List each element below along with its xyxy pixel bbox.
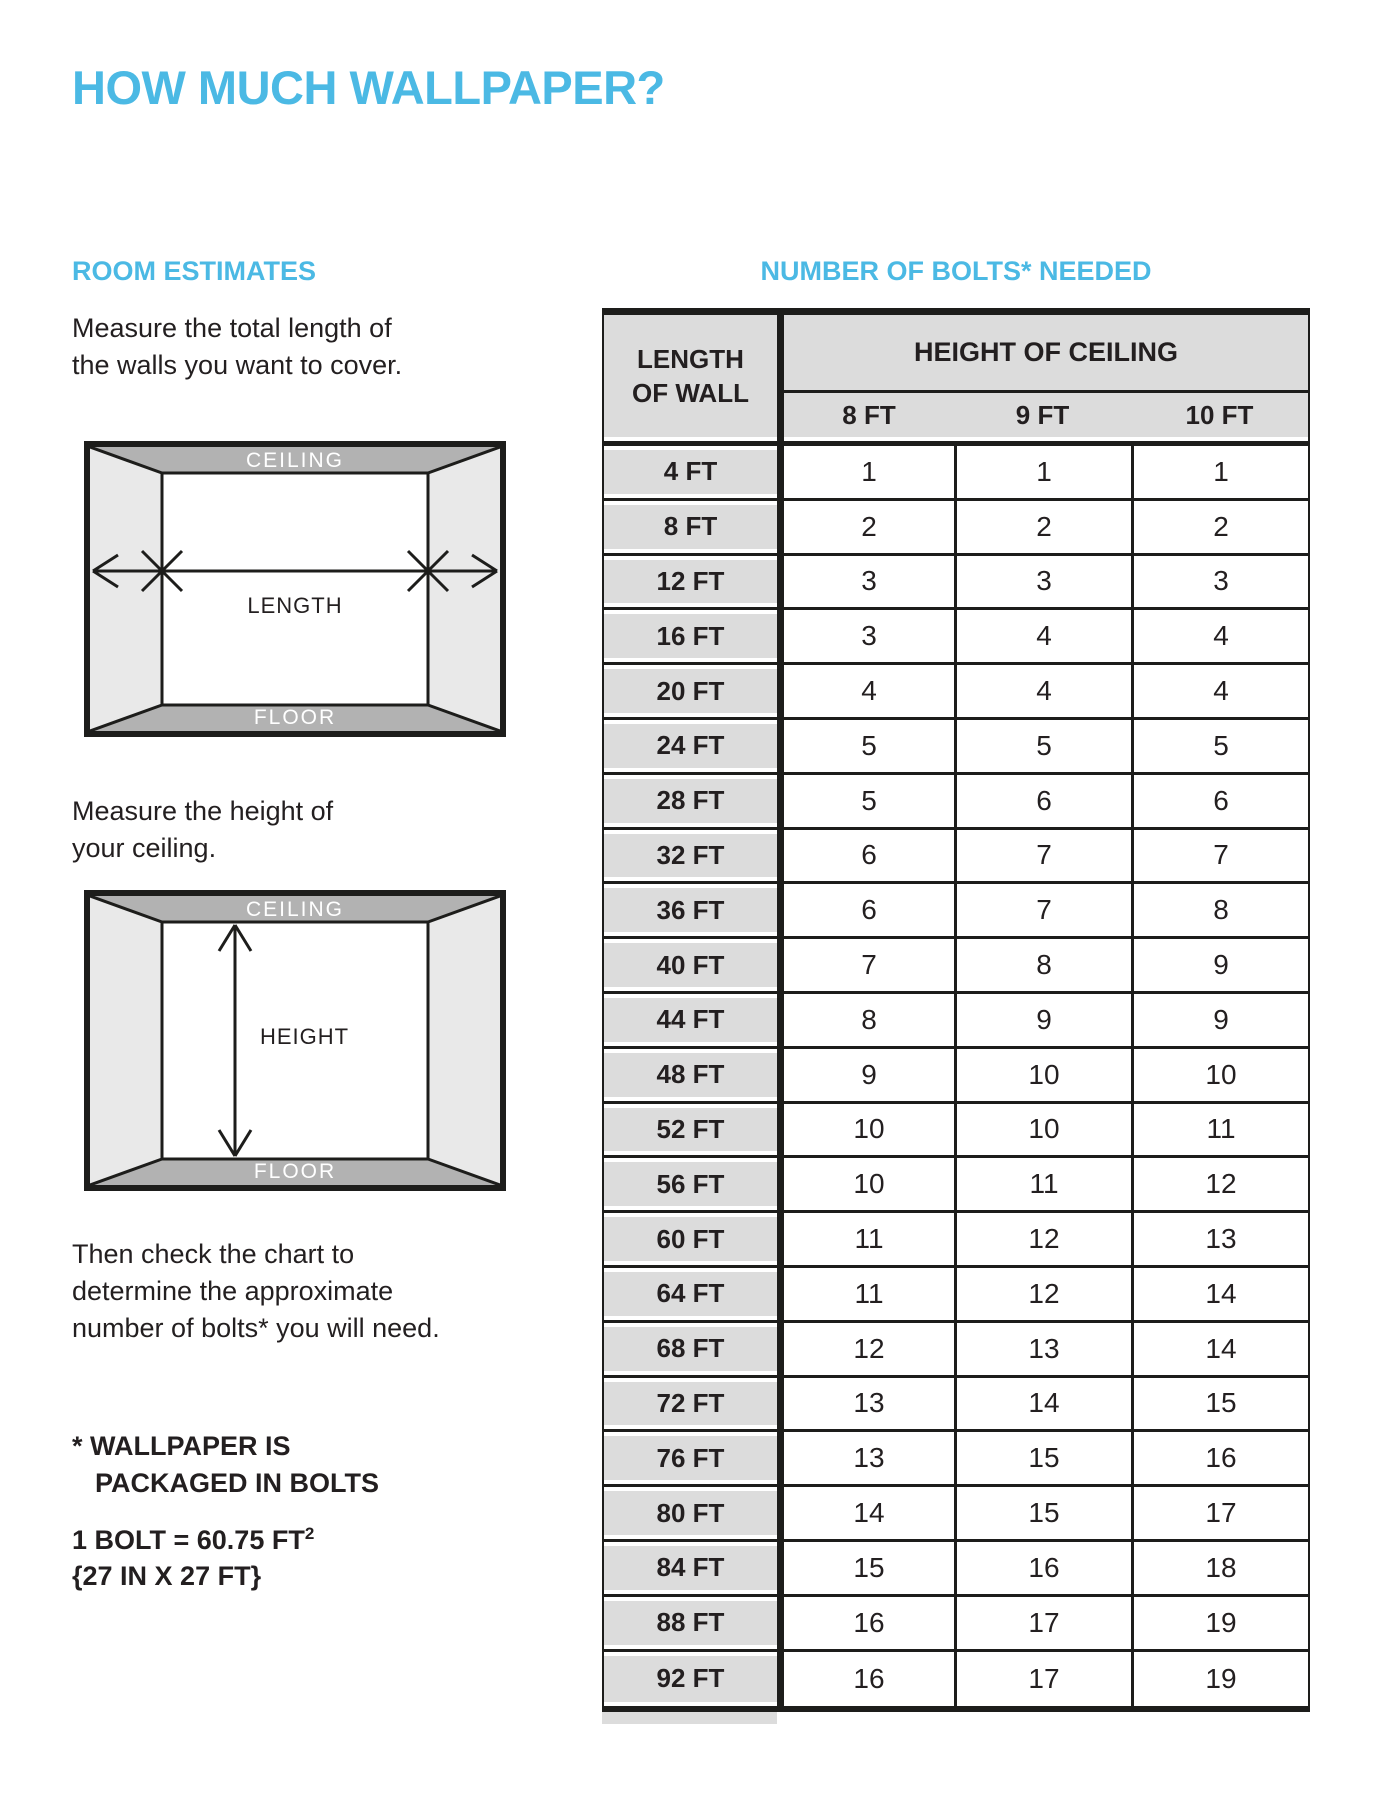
row-value: 2: [1131, 501, 1308, 553]
row-value: 15: [954, 1487, 1131, 1539]
ceiling-height-subheader-row: [784, 393, 1308, 437]
row-label: 64 FT: [604, 1268, 777, 1320]
row-value: 4: [777, 665, 954, 717]
bolt-equation: [72, 1524, 314, 1556]
row-label: 40 FT: [604, 939, 777, 991]
length-diagram: [84, 441, 506, 737]
table-title: NUMBER OF BOLTS* NEEDED: [760, 256, 1152, 286]
row-value: 1: [1131, 446, 1308, 498]
bolts-table: [602, 308, 1310, 1712]
row-value: 19: [1131, 1597, 1308, 1649]
instruction-height: [72, 793, 333, 867]
instruction-chart: [72, 1236, 440, 1347]
row-value: 17: [954, 1597, 1131, 1649]
instruction-length-line1: Measure the total length of: [72, 313, 392, 343]
column-header-8ft: 8 FT: [842, 399, 896, 430]
instruction-length-line2: the walls you want to cover.: [72, 350, 403, 380]
row-value: 10: [777, 1104, 954, 1156]
right-wall-surface: [428, 447, 500, 731]
table-row: [604, 1487, 1308, 1542]
row-value: 16: [1131, 1432, 1308, 1484]
table-row: [604, 1213, 1308, 1268]
table-row: [604, 884, 1308, 939]
row-label: 28 FT: [604, 775, 777, 827]
bolt-dimensions: {27 IN X 27 FT}: [72, 1561, 262, 1591]
table-row: [604, 1104, 1308, 1159]
row-label: 44 FT: [604, 994, 777, 1046]
length-of-wall-header: [604, 315, 777, 441]
table-row: [604, 720, 1308, 775]
row-value: 9: [1131, 939, 1308, 991]
row-value: 9: [777, 1049, 954, 1101]
row-value: 15: [954, 1432, 1131, 1484]
row-value: 3: [954, 556, 1131, 608]
table-row: [604, 1432, 1308, 1487]
row-value: 4: [1131, 610, 1308, 662]
length-diagram-svg: [90, 447, 500, 731]
row-value: 12: [954, 1268, 1131, 1320]
instruction-height-line1: Measure the height of: [72, 796, 334, 826]
row-value: 9: [1131, 994, 1308, 1046]
table-row: [604, 994, 1308, 1049]
row-value: 1: [777, 446, 954, 498]
row-value: 10: [1131, 1049, 1308, 1101]
row-value: 2: [954, 501, 1131, 553]
row-value: 10: [777, 1158, 954, 1210]
row-label: 36 FT: [604, 884, 777, 936]
row-label: 68 FT: [604, 1323, 777, 1375]
row-value: 4: [954, 610, 1131, 662]
row-value: 12: [954, 1213, 1131, 1265]
row-value: 7: [954, 884, 1131, 936]
row-value: 3: [1131, 556, 1308, 608]
row-value: 5: [1131, 720, 1308, 772]
row-label: 76 FT: [604, 1432, 777, 1484]
table-row: [604, 1597, 1308, 1652]
row-value: 14: [954, 1378, 1131, 1430]
row-label: 56 FT: [604, 1158, 777, 1210]
row-label: 8 FT: [604, 501, 777, 553]
row-value: 5: [777, 775, 954, 827]
table-row: [604, 1652, 1308, 1707]
row-value: 11: [777, 1213, 954, 1265]
row-value: 7: [1131, 830, 1308, 882]
row-value: 8: [1131, 884, 1308, 936]
row-label: 52 FT: [604, 1104, 777, 1156]
row-value: 6: [777, 830, 954, 882]
row-value: 14: [777, 1487, 954, 1539]
table-row: [604, 830, 1308, 885]
ceiling-label: CEILING: [245, 898, 345, 921]
row-label: 60 FT: [604, 1213, 777, 1265]
row-value: 6: [777, 884, 954, 936]
page-title: HOW MUCH WALLPAPER?: [72, 61, 665, 114]
row-value: 13: [777, 1378, 954, 1430]
row-label: 88 FT: [604, 1597, 777, 1649]
bolt-equation-exponent: 2: [304, 1524, 315, 1543]
row-label: 32 FT: [604, 830, 777, 882]
table-header: [604, 315, 1308, 441]
row-value: 18: [1131, 1542, 1308, 1594]
instruction-chart-line2: determine the approximate: [72, 1276, 394, 1306]
row-value: 11: [1131, 1104, 1308, 1156]
row-label: 84 FT: [604, 1542, 777, 1594]
row-value: 12: [777, 1323, 954, 1375]
table-row: [604, 665, 1308, 720]
row-label: 12 FT: [604, 556, 777, 608]
length-of-wall-header-line1: LENGTH: [637, 344, 744, 374]
height-of-ceiling-header-block: [777, 315, 1308, 441]
column-header-9ft: 9 FT: [1015, 399, 1070, 430]
row-value: 5: [777, 720, 954, 772]
table-row: [604, 775, 1308, 830]
floor-label: FLOOR: [253, 1160, 337, 1183]
left-wall-surface: [90, 447, 162, 731]
table-row: [604, 556, 1308, 611]
length-of-wall-header-line2: OF WALL: [632, 378, 749, 408]
row-label: 24 FT: [604, 720, 777, 772]
instruction-height-line2: your ceiling.: [72, 833, 217, 863]
bolts-footnote-line1: * WALLPAPER IS: [72, 1431, 291, 1461]
row-value: 12: [1131, 1158, 1308, 1210]
row-value: 10: [954, 1049, 1131, 1101]
row-value: 1: [954, 446, 1131, 498]
bolts-footnote-line2: PACKAGED IN BOLTS: [95, 1468, 380, 1498]
row-value: 8: [954, 939, 1131, 991]
row-label: 16 FT: [604, 610, 777, 662]
height-of-ceiling-header: HEIGHT OF CEILING: [784, 315, 1308, 390]
length-label: LENGTH: [247, 593, 343, 618]
table-row: [604, 1158, 1308, 1213]
row-value: 16: [954, 1542, 1131, 1594]
table-row: [604, 1323, 1308, 1378]
table-row: [604, 1542, 1308, 1597]
row-value: 13: [1131, 1213, 1308, 1265]
right-wall-surface: [428, 896, 500, 1185]
row-label: 20 FT: [604, 665, 777, 717]
row-value: 11: [777, 1268, 954, 1320]
row-value: 15: [777, 1542, 954, 1594]
row-value: 11: [954, 1158, 1131, 1210]
bolt-equation-text: 1 BOLT = 60.75 FT: [72, 1525, 305, 1555]
row-value: 3: [777, 556, 954, 608]
table-row: [604, 1378, 1308, 1433]
height-diagram: [84, 890, 506, 1191]
table-row: [604, 446, 1308, 501]
row-value: 13: [777, 1432, 954, 1484]
row-label: 72 FT: [604, 1378, 777, 1430]
row-value: 14: [1131, 1268, 1308, 1320]
row-value: 4: [954, 665, 1131, 717]
instruction-length: [72, 310, 402, 384]
table-row: [604, 501, 1308, 556]
table-row: [604, 1268, 1308, 1323]
room-estimates-heading: ROOM ESTIMATES: [72, 256, 317, 286]
back-wall-surface: [162, 473, 428, 705]
row-value: 17: [1131, 1487, 1308, 1539]
row-label: 48 FT: [604, 1049, 777, 1101]
row-value: 5: [954, 720, 1131, 772]
row-label: 4 FT: [604, 446, 777, 498]
row-value: 10: [954, 1104, 1131, 1156]
instruction-chart-line1: Then check the chart to: [72, 1239, 355, 1269]
row-value: 8: [777, 994, 954, 1046]
instruction-chart-line3: number of bolts* you will need.: [72, 1313, 440, 1343]
row-value: 2: [777, 501, 954, 553]
row-label: 92 FT: [604, 1652, 777, 1707]
left-wall-surface: [90, 896, 162, 1185]
row-value: 3: [777, 610, 954, 662]
row-value: 14: [1131, 1323, 1308, 1375]
height-diagram-svg: [90, 896, 500, 1185]
header-gap: [784, 437, 1308, 441]
height-label: HEIGHT: [260, 1024, 350, 1049]
row-value: 15: [1131, 1378, 1308, 1430]
row-value: 7: [954, 830, 1131, 882]
floor-label: FLOOR: [253, 706, 337, 729]
row-value: 6: [1131, 775, 1308, 827]
row-value: 9: [954, 994, 1131, 1046]
table-row: [604, 1049, 1308, 1104]
row-label: 80 FT: [604, 1487, 777, 1539]
table-body: [604, 446, 1308, 1706]
ceiling-label: CEILING: [245, 449, 345, 472]
row-value: 6: [954, 775, 1131, 827]
row-value: 17: [954, 1652, 1131, 1707]
row-value: 13: [954, 1323, 1131, 1375]
row-value: 4: [1131, 665, 1308, 717]
column-header-10ft: 10 FT: [1185, 399, 1254, 430]
table-row: [604, 610, 1308, 665]
table-row: [604, 939, 1308, 994]
row-value: 7: [777, 939, 954, 991]
row-value: 16: [777, 1652, 954, 1707]
bolts-footnote: [72, 1428, 379, 1502]
row-value: 16: [777, 1597, 954, 1649]
row-value: 19: [1131, 1652, 1308, 1707]
